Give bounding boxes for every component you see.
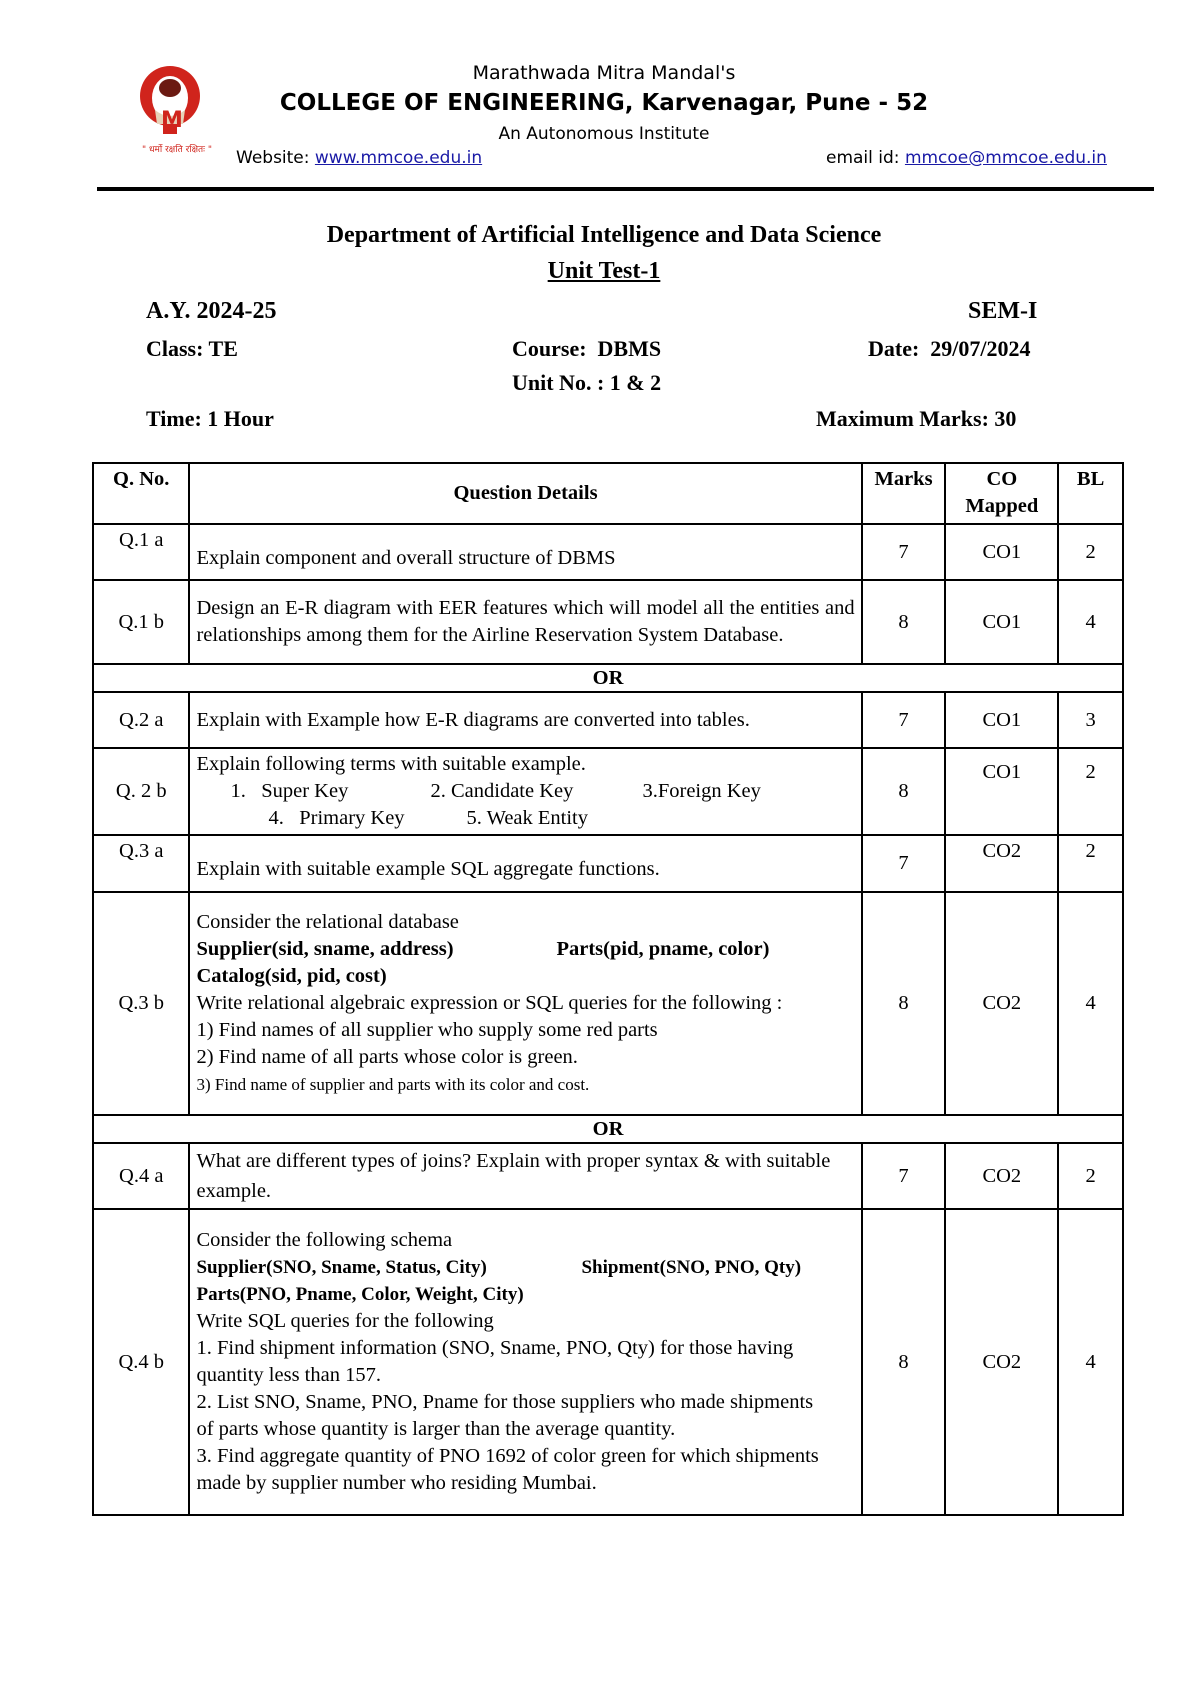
qno-cell: Q.1 a [93, 524, 189, 580]
or-separator: OR [93, 664, 1123, 692]
qno-cell: Q.3 a [93, 835, 189, 892]
header-co: CO Mapped [945, 463, 1058, 524]
question-intro: Consider the following schema [196, 1229, 453, 1251]
or-row [93, 664, 1123, 692]
relation-catalog: Catalog(sid, pid, cost) [196, 965, 387, 987]
table-row [93, 1209, 1123, 1515]
co-cell: CO1 [945, 524, 1058, 580]
qno-cell: Q.4 b [93, 1209, 189, 1515]
co-cell: CO1 [945, 580, 1058, 664]
bl-cell: 2 [1058, 1143, 1123, 1209]
society-name: Marathwada Mitra Mandal's [472, 62, 736, 84]
marks-cell: 8 [862, 580, 946, 664]
term-item: 4. Primary Key [268, 807, 405, 829]
query-item: 1. Find shipment information (SNO, Sname, PNO, Qty) for those having quantity less than 157. [196, 1337, 794, 1386]
or-separator: OR [93, 1115, 1123, 1143]
marks-cell: 7 [862, 1143, 946, 1209]
question-task: Write SQL queries for the following [196, 1310, 494, 1332]
question-text: Design an E-R diagram with EER features which will model all the entities and relationships among them for the Airline Reservation System Database. [189, 580, 861, 664]
question-intro: Explain following terms with suitable example. [196, 753, 586, 775]
term-item: 5. Weak Entity [466, 807, 589, 829]
bl-cell: 4 [1058, 892, 1123, 1115]
logo-letter: M [161, 108, 183, 133]
question-text: Explain with Example how E-R diagrams are converted into tables. [189, 692, 861, 748]
term-item: 2. Candidate Key [430, 780, 574, 802]
logo-motto: " धर्मो रक्षति रक्षितः " [142, 145, 212, 155]
bl-cell: 2 [1058, 524, 1123, 580]
table-row [93, 892, 1123, 1115]
or-row [93, 1115, 1123, 1143]
table-header-row [93, 463, 1123, 524]
term-item: 1. Super Key [230, 780, 349, 802]
question-task: Write relational algebraic expression or SQL queries for the following : [196, 992, 783, 1014]
question-cell [189, 748, 861, 835]
table-row [93, 748, 1123, 835]
co-cell: CO2 [945, 1143, 1058, 1209]
term-item: 3.Foreign Key [642, 780, 761, 802]
relation-parts: Parts(pid, pname, color) [556, 938, 770, 960]
email-link[interactable]: mmcoe@mmcoe.edu.in [904, 148, 1107, 168]
co-cell: CO2 [945, 1209, 1058, 1515]
relation-shipment: Shipment(SNO, PNO, Qty) [581, 1257, 802, 1278]
exam-date: Date: 29/07/2024 [868, 336, 1031, 361]
test-title: Unit Test-1 [547, 258, 661, 284]
terms-line-2 [196, 805, 854, 832]
relation-supplier: Supplier(sid, sname, address) [196, 938, 454, 960]
question-cell [189, 1209, 861, 1515]
relation-parts: Parts(PNO, Pname, Color, Weight, City) [196, 1284, 524, 1305]
qno-cell: Q.3 b [93, 892, 189, 1115]
question-text: Explain component and overall structure of DBMS [189, 524, 861, 580]
course-label: Course: DBMS [512, 336, 662, 361]
relations-line [196, 1254, 854, 1281]
autonomous-label: An Autonomous Institute [498, 124, 710, 144]
table-row [93, 1143, 1123, 1209]
question-table [92, 462, 1124, 1516]
qno-cell: Q.2 a [93, 692, 189, 748]
query-item: 3. Find aggregate quantity of PNO 1692 of color green for which shipments made by supplier number who residing Mumbai. [196, 1445, 819, 1494]
bl-cell: 2 [1058, 748, 1123, 835]
academic-year: A.Y. 2024-25 [146, 298, 277, 324]
semester: SEM-I [968, 298, 1038, 324]
query-item: 2. List SNO, Sname, PNO, Pname for those suppliers who made shipments of parts whose quantity is larger than the average quantity. [196, 1391, 814, 1440]
marks-cell: 7 [862, 692, 946, 748]
relation-supplier: Supplier(SNO, Sname, Status, City) [196, 1257, 487, 1278]
college-name: COLLEGE OF ENGINEERING, Karvenagar, Pune - 52 [279, 90, 929, 116]
marks-cell: 8 [862, 892, 946, 1115]
max-marks-label: Maximum Marks: 30 [816, 406, 1017, 431]
header-divider [97, 187, 1154, 191]
website-line [236, 148, 482, 168]
table-row [93, 524, 1123, 580]
table-row [93, 580, 1123, 664]
marks-cell: 7 [862, 524, 946, 580]
header-marks: Marks [862, 463, 946, 524]
qno-cell: Q.4 a [93, 1143, 189, 1209]
bl-cell: 3 [1058, 692, 1123, 748]
email-label: email id: [826, 148, 905, 168]
college-logo [125, 58, 225, 158]
bl-cell: 4 [1058, 580, 1123, 664]
relations-line [196, 936, 854, 963]
marks-cell: 8 [862, 748, 946, 835]
time-label: Time: 1 Hour [146, 406, 274, 431]
department-title: Department of Artificial Intelligence and Data Science [326, 222, 882, 248]
question-cell [189, 892, 861, 1115]
question-intro: Consider the relational database [196, 911, 459, 933]
terms-line-1 [196, 778, 854, 805]
query-item: 1) Find names of all supplier who supply some red parts [196, 1019, 658, 1041]
co-cell: CO1 [945, 692, 1058, 748]
marks-cell: 7 [862, 835, 946, 892]
co-cell: CO2 [945, 892, 1058, 1115]
bl-cell: 4 [1058, 1209, 1123, 1515]
question-text: What are different types of joins? Explain with proper syntax & with suitable example. [189, 1143, 861, 1209]
co-cell: CO1 [945, 748, 1058, 835]
header-qno: Q. No. [93, 463, 189, 524]
header-bl: BL [1058, 463, 1123, 524]
query-item: 3) Find name of supplier and parts with its color and cost. [196, 1075, 590, 1094]
class-label: Class: TE [146, 336, 238, 361]
co-cell: CO2 [945, 835, 1058, 892]
website-label: Website: [236, 148, 315, 168]
marks-cell: 8 [862, 1209, 946, 1515]
question-text: Explain with suitable example SQL aggregate functions. [189, 835, 861, 892]
table-row [93, 692, 1123, 748]
qno-cell: Q.1 b [93, 580, 189, 664]
email-line [826, 148, 1107, 168]
header-details: Question Details [189, 463, 861, 524]
query-item: 2) Find name of all parts whose color is green. [196, 1046, 578, 1068]
bl-cell: 2 [1058, 835, 1123, 892]
unit-label: Unit No. : 1 & 2 [512, 370, 662, 395]
qno-cell: Q. 2 b [93, 748, 189, 835]
website-link[interactable]: www.mmcoe.edu.in [314, 148, 483, 168]
table-row [93, 835, 1123, 892]
